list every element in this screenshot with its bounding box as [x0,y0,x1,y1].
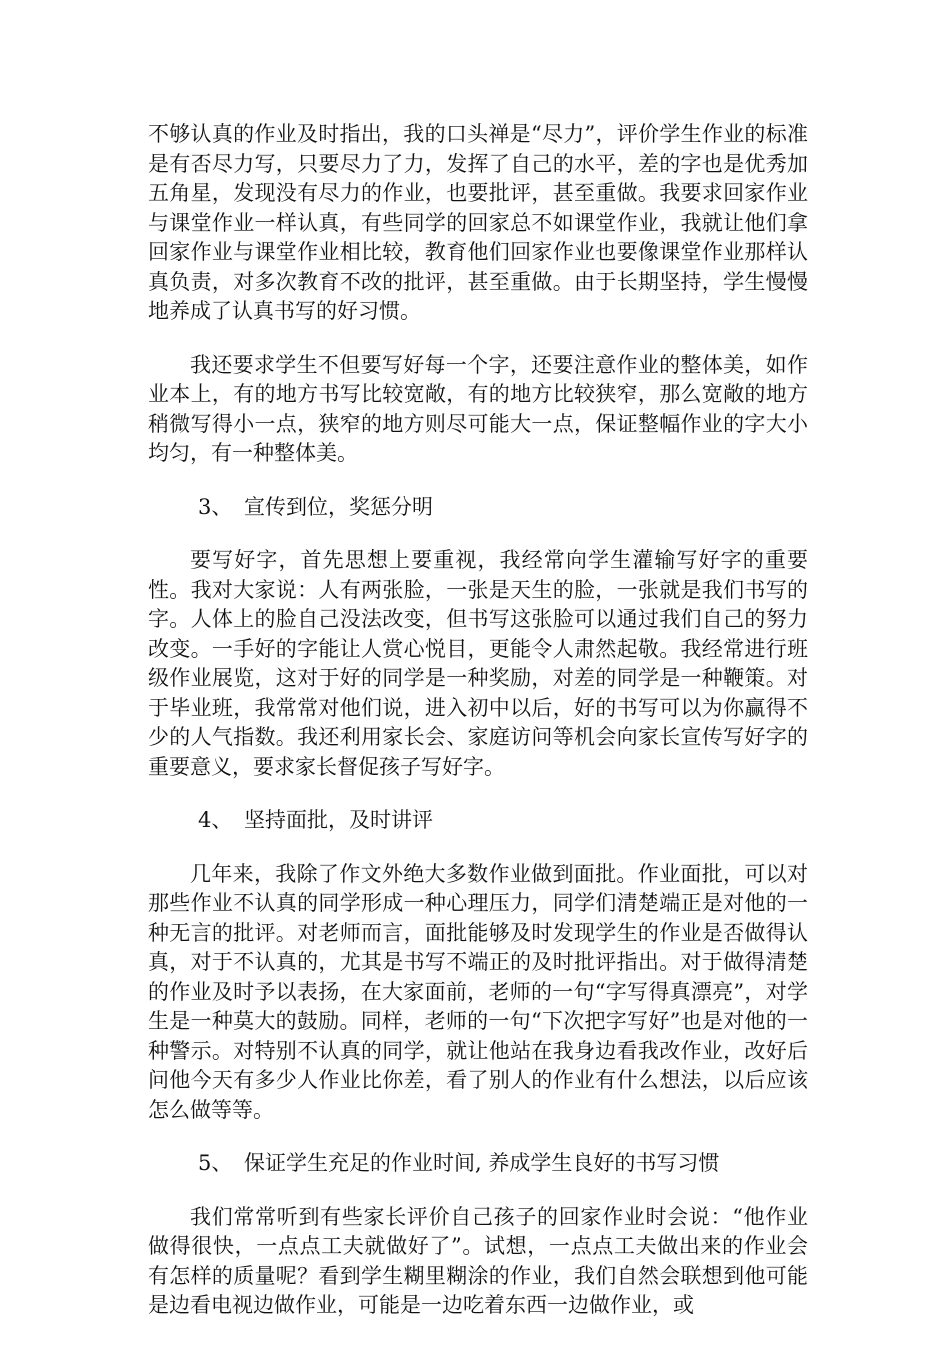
section-title-4: 坚持面批，及时讲评 [244,808,433,832]
paragraph-3: 要写好字，首先思想上要重视，我经常向学生灌输写好字的重要性。我对大家说：人有两张脸，一张是天生的脸，一张就是我们书写的字。人体上的脸自己没法改变，但书写这张脸可以通过我们自己的努力改变。一手好的字能让人赏心悦目，更能令人肃然起敬。我经常进行班级作业展览，这对于好的同学是一种奖励，对差的同学是一种鞭策。对于毕业班，我常常对他们说，进入初中以后，好的书写可以为你赢得不少的人气指数。我还利用家长会、家庭访问等机会向家长宣传写好字的重要意义，要求家长督促孩子写好字。 [148,548,808,779]
section-title-3: 宣传到位，奖惩分明 [244,494,433,519]
section-heading-3 [148,493,808,523]
paragraph-1: 不够认真的作业及时指出，我的口头禅是“尽力”，评价学生作业的标准是有否尽力写，只要尽力了力，发挥了自己的水平，差的字也是优秀加五角星，发现没有尽力的作业，也要批评，甚至重做。我要求回家作业与课堂作业一样认真，有些同学的回家总不如课堂作业，我就让他们拿回家作业与课堂作业相比较，教育他们回家作业也要像课堂作业那样认真负责，对多次教育不改的批评，甚至重做。由于长期坚持，学生慢慢地养成了认真书写的好习惯。 [148,122,808,323]
document-body [148,120,808,1345]
section-number-3: 3、 [198,494,233,519]
section-title-5: 保证学生充足的作业时间, 养成学生良好的书写习惯 [244,1151,720,1175]
paragraph-2: 我还要求学生不但要写好每一个字，还要注意作业的整体美，如作业本上，有的地方书写比较宽敞，有的地方比较狭窄，那么宽敞的地方稍微写得小一点，狭窄的地方则尽可能大一点，保证整幅作业的字大小均匀，有一种整体美。 [148,352,808,465]
section-number-5: 5、 [198,1151,233,1175]
section-number-4: 4、 [198,808,233,832]
section-heading-4 [148,806,808,836]
paragraph-5: 我们常常听到有些家长评价自己孩子的回家作业时会说：“他作业做得很快，一点点工夫就做好了”。试想，一点点工夫做出来的作业会有怎样的质量呢？看到学生糊里糊涂的作业，我们自然会联想到他可能是边看电视边做作业，可能是一边吃着东西一边做作业，或 [148,1204,808,1317]
section-heading-5 [148,1149,808,1179]
paragraph-4: 几年来，我除了作文外绝大多数作业做到面批。作业面批，可以对那些作业不认真的同学形成一种心理压力，同学们清楚端正是对他的一种无言的批评。对老师而言，面批能够及时发现学生的作业是否做得认真，对于不认真的，尤其是书写不端正的及时批评指出。对于做得清楚的作业及时予以表扬，在大家面前，老师的一句“字写得真漂亮”，对学生是一种莫大的鼓励。同样，老师的一句“下次把字写好”也是对他的一种警示。对特别不认真的同学，就让他站在我身边看我改作业，改好后问他今天有多少人作业比你差，看了别人的作业有什么想法，以后应该怎么做等等。 [148,861,808,1122]
